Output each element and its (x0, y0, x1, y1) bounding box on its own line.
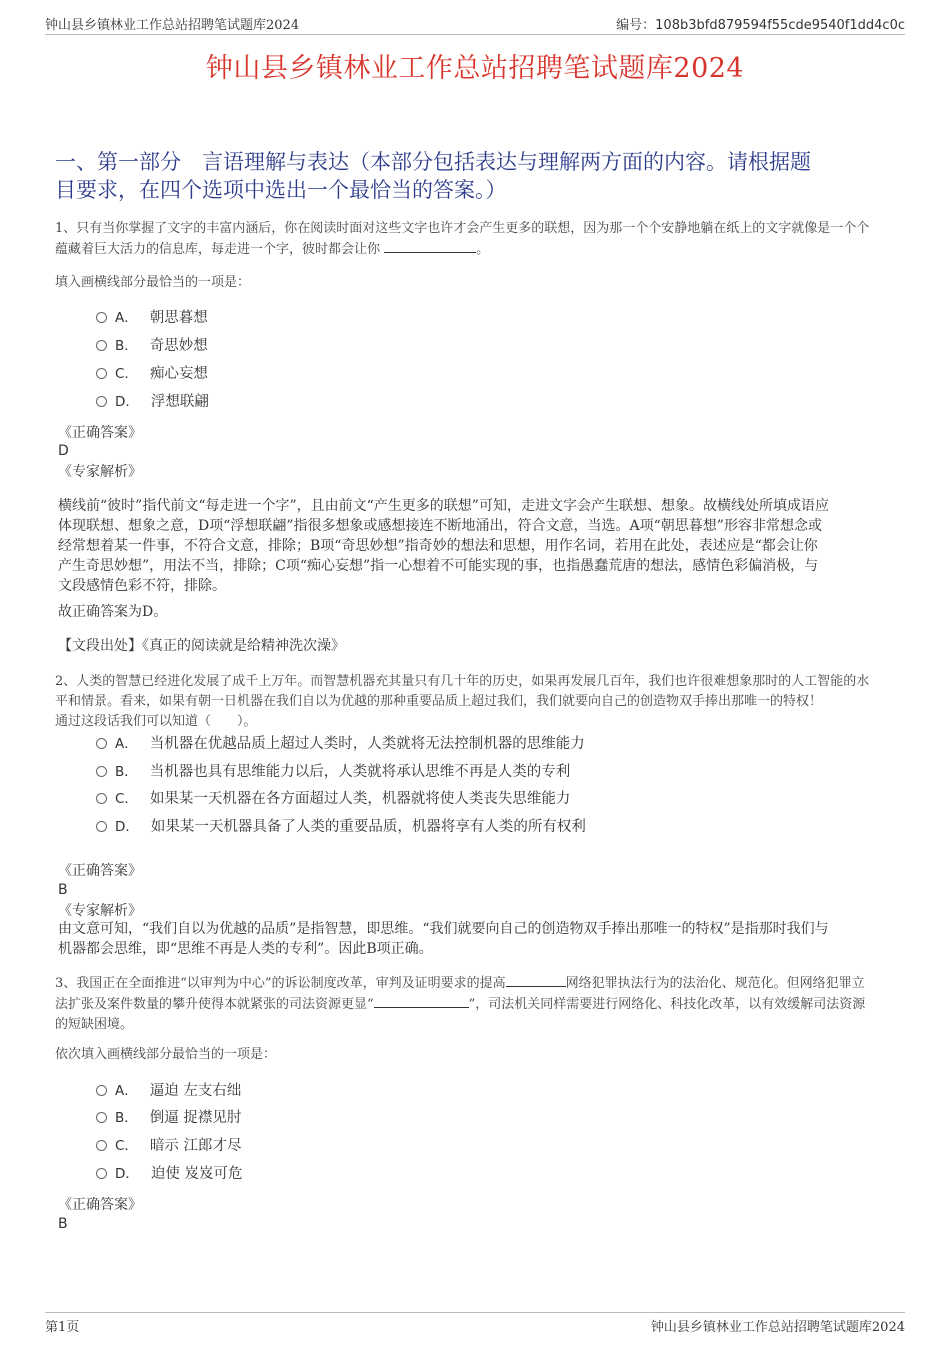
q2-option-a[interactable] (96, 734, 585, 754)
q1-analysis-line: 横线前“彼时”指代前文“每走进一个字”，且由前文“产生更多的联想”可知，走进文字会产生联想、想象。故横线处所填成语应 (58, 498, 829, 514)
q2-stem (55, 672, 895, 732)
option-letter: D． (115, 1166, 139, 1182)
q2-analysis-line: 机器都会思维，即“思维不再是人类的专利”。因此B项正确。 (58, 941, 433, 957)
option-text: 浮想联翩 (150, 394, 209, 410)
q3-prompt: 依次填入画横线部分最恰当的一项是： (55, 1047, 277, 1062)
option-letter: A． (115, 736, 138, 752)
q3-stem-text: 3、我国正在全面推进“以审判为中心”的诉讼制度改革，审判及证明要求的提高 (55, 976, 506, 991)
option-text: 当机器也具有思维能力以后，人类就将承认思维不再是人类的专利 (149, 764, 571, 780)
section-heading-line-1: 一、第一部分 言语理解与表达（本部分包括表达与理解两方面的内容。请根据题 (55, 150, 811, 174)
q1-option-a[interactable] (96, 308, 208, 328)
header-code-label: 编号： (616, 18, 656, 33)
footer-doc-title: 钟山县乡镇林业工作总站招聘笔试题库2024 (650, 1320, 905, 1335)
q2-analysis (58, 919, 898, 959)
radio-icon[interactable] (96, 738, 107, 749)
option-letter: B． (115, 1110, 138, 1126)
q1-option-d[interactable] (96, 392, 209, 412)
option-text: 暗示 江郎才尽 (149, 1138, 242, 1154)
option-text: 倒逼 捉襟见肘 (149, 1110, 242, 1126)
q3-stem-line-2 (55, 994, 895, 1015)
q3-option-a[interactable] (96, 1081, 241, 1101)
q2-option-c[interactable] (96, 789, 570, 809)
option-letter: D． (115, 819, 139, 835)
q1-analysis-line: 经常想着某一件事，不符合文意，排除；B项“奇思妙想”指奇妙的想法和思想，用作名词，若用在此处，表述应是“都会让你 (58, 538, 818, 554)
radio-icon[interactable] (96, 340, 107, 351)
q3-option-c[interactable] (96, 1136, 242, 1156)
option-letter: B． (115, 338, 138, 354)
document-title: 钟山县乡镇林业工作总站招聘笔试题库2024 (205, 53, 745, 84)
q2-answer: B (58, 882, 68, 898)
radio-icon[interactable] (96, 368, 107, 379)
option-letter: C． (115, 366, 138, 382)
radio-icon[interactable] (96, 1085, 107, 1096)
q1-conclusion: 故正确答案为D。 (58, 604, 168, 620)
q1-analysis (58, 496, 898, 596)
q2-option-b[interactable] (96, 762, 570, 782)
q1-analysis-line: 体现联想、想象之意，D项“浮想联翩”指很多想象或感想接连不断地涌出，符合文意，当选。A项“朝思暮想”形容非常想念或 (58, 518, 822, 534)
q2-analysis-line: 由文意可知，“我们自以为优越的品质”是指智慧，即思维。“我们就要向自己的创造物双手捧出那唯一的特权”是指那时我们与 (58, 921, 829, 937)
q3-stem-text: 法扩张及案件数量的攀升使得本就紧张的司法资源更显“ (55, 997, 374, 1012)
radio-icon[interactable] (96, 821, 107, 832)
q1-stem-text: 蕴藏着巨大活力的信息库，每走进一个字，彼时都会让你 (55, 242, 381, 257)
radio-icon[interactable] (96, 793, 107, 804)
option-letter: C． (115, 1138, 138, 1154)
q1-stem-end: 。 (476, 242, 490, 257)
q1-stem-line-2 (55, 239, 895, 260)
section-heading (55, 148, 895, 204)
page-number: 第1页 (45, 1320, 80, 1335)
q2-analysis-label: 《专家解析》 (58, 903, 142, 919)
option-letter: A． (115, 1083, 138, 1099)
option-letter: C． (115, 791, 138, 807)
radio-icon[interactable] (96, 1112, 107, 1123)
page-footer (45, 1312, 905, 1337)
q1-prompt: 填入画横线部分最恰当的一项是： (55, 275, 251, 290)
option-letter: B． (115, 764, 138, 780)
section-heading-line-2: 目要求，在四个选项中选出一个最恰当的答案。） (55, 178, 507, 202)
q2-stem-line: 通过这段话我们可以知道（ ）。 (55, 714, 257, 729)
option-letter: D． (115, 394, 139, 410)
q1-analysis-line: 文段感情色彩不符，排除。 (58, 578, 226, 594)
radio-icon[interactable] (96, 396, 107, 407)
q3-blank-2 (374, 994, 469, 1008)
radio-icon[interactable] (96, 312, 107, 323)
option-text: 朝思暮想 (149, 310, 208, 326)
q3-stem (55, 973, 895, 1035)
option-letter: A． (115, 310, 138, 326)
q1-analysis-label: 《专家解析》 (58, 464, 142, 480)
q1-answer-label: 《正确答案》 (58, 425, 142, 441)
q3-answer-label: 《正确答案》 (58, 1197, 142, 1213)
q2-option-d[interactable] (96, 817, 586, 837)
q3-answer: B (58, 1216, 68, 1232)
q3-blank-1 (506, 973, 566, 987)
option-text: 奇思妙想 (149, 338, 208, 354)
radio-icon[interactable] (96, 1168, 107, 1179)
q3-stem-text: 网络犯罪执法行为的法治化、规范化。但网络犯罪立 (565, 976, 865, 991)
option-text: 当机器在优越品质上超过人类时，人类就将无法控制机器的思维能力 (149, 736, 585, 752)
radio-icon[interactable] (96, 766, 107, 777)
option-text: 如果某一天机器在各方面超过人类，机器就将使人类丧失思维能力 (149, 791, 571, 807)
q3-stem-line-3: 的短缺困境。 (55, 1017, 134, 1032)
option-text: 迫使 岌岌可危 (150, 1166, 243, 1182)
q1-stem (55, 219, 895, 260)
q1-option-b[interactable] (96, 336, 208, 356)
q3-stem-line-1 (55, 973, 895, 994)
q2-stem-line: 2、人类的智慧已经进化发展了成千上万年。而智慧机器充其量只有几十年的历史，如果再发展几百年，我们也许很难想象那时的人工智能的水 (55, 674, 870, 689)
header-doc-title: 钟山县乡镇林业工作总站招聘笔试题库2024 (45, 18, 300, 33)
radio-icon[interactable] (96, 1140, 107, 1151)
q1-source: 【文段出处】《真正的阅读就是给精神洗次澡》 (58, 638, 345, 654)
q1-option-c[interactable] (96, 364, 208, 384)
page-header (45, 14, 905, 35)
option-text: 如果某一天机器具备了人类的重要品质，机器将享有人类的所有权利 (150, 819, 586, 835)
q1-blank (384, 239, 476, 253)
header-code: 108b3bfd879594f55cde9540f1dd4c0c (655, 18, 905, 33)
q3-option-d[interactable] (96, 1164, 243, 1184)
q2-stem-line: 平和情景。看来，如果有朝一日机器在我们自以为优越的那种重要品质上超过我们，我们就要向自己的创造物双手捧出那唯一的特权！ (55, 694, 823, 709)
q1-stem-line-1: 1、只有当你掌握了文字的丰富内涵后，你在阅读时面对这些文字也许才会产生更多的联想，因为那一个个安静地躺在纸上的文字就像是一个个 (55, 221, 870, 236)
option-text: 逼迫 左支右绌 (149, 1083, 242, 1099)
q2-answer-label: 《正确答案》 (58, 863, 142, 879)
header-doc-id (616, 14, 905, 33)
q1-answer: D (58, 443, 69, 459)
q3-stem-text: ”，司法机关同样需要进行网络化、科技化改革，以有效缓解司法资源 (468, 997, 866, 1012)
q3-option-b[interactable] (96, 1108, 241, 1128)
option-text: 痴心妄想 (149, 366, 208, 382)
q1-analysis-line: 产生奇思妙想”，用法不当，排除；C项“痴心妄想”指一心想着不可能实现的事，也指愚蠢荒唐的想法，感情色彩偏消极，与 (58, 558, 819, 574)
